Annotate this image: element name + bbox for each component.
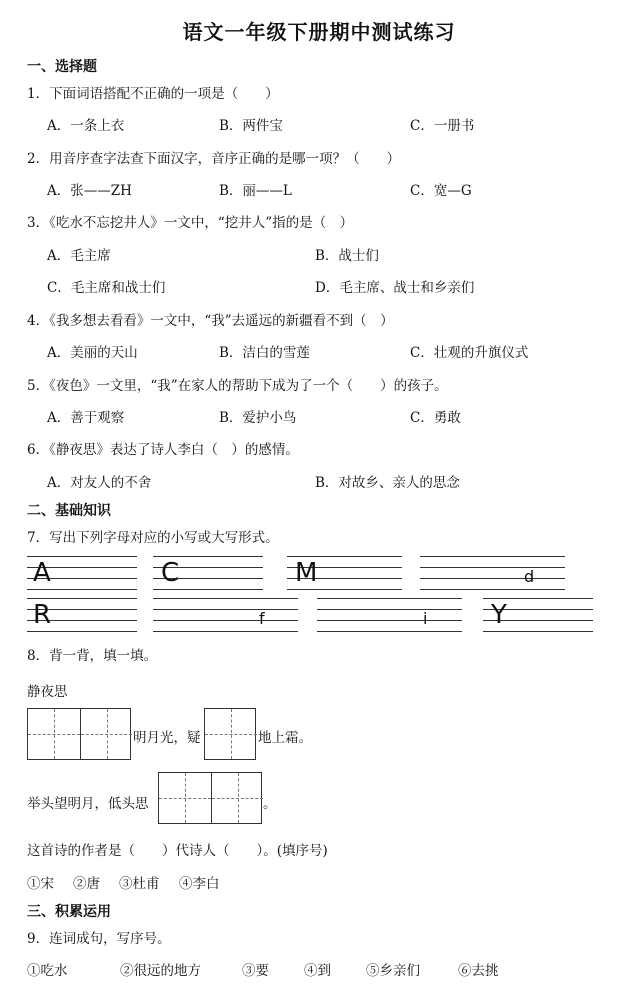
- character-grid[interactable]: [27, 708, 131, 760]
- question-1-stem: 1．下面词语搭配不正确的一项是（ ）: [27, 86, 279, 102]
- question-3-option-a[interactable]: A．毛主席: [47, 248, 111, 264]
- question-1-option-c[interactable]: C．一册书: [410, 118, 475, 134]
- letter-i: i: [423, 609, 428, 628]
- poem-author-question: 这首诗的作者是（ ）代诗人（ ）。(填序号): [27, 843, 328, 859]
- question-4-stem: 4．《我多想去看看》一文中，“我”去遥远的新疆看不到（ ）: [27, 313, 394, 329]
- author-option[interactable]: ②唐: [73, 876, 100, 892]
- letter-writing-lines[interactable]: [287, 556, 402, 590]
- author-option[interactable]: ④李白: [179, 876, 220, 892]
- letter-Y: Y: [491, 600, 507, 630]
- letter-A: A: [33, 558, 51, 588]
- poem-title: 静夜思: [27, 684, 68, 700]
- letter-M: M: [295, 558, 318, 588]
- question-5-option-c[interactable]: C．勇敢: [410, 410, 461, 426]
- question-3-option-d[interactable]: D．毛主席、战士和乡亲们: [315, 280, 475, 296]
- section-heading-choice: 一、选择题: [27, 59, 97, 75]
- question-3-stem: 3．《吃水不忘挖井人》一文中，“挖井人”指的是（ ）: [27, 215, 354, 231]
- page-title: 语文一年级下册期中测试练习: [182, 20, 456, 44]
- word-card[interactable]: ⑥去挑: [458, 963, 499, 979]
- question-5-option-a[interactable]: A．善于观察: [47, 410, 125, 426]
- poem-line-2-end: 。: [263, 796, 277, 812]
- question-6-option-a[interactable]: A．对友人的不舍: [47, 475, 152, 491]
- question-2-option-a[interactable]: A．张——ZH: [47, 183, 132, 199]
- word-card[interactable]: ②很远的地方: [120, 963, 201, 979]
- question-8-stem: 8．背一背，填一填。: [27, 648, 158, 664]
- question-6-stem: 6．《静夜思》表达了诗人李白（ ）的感情。: [27, 442, 299, 458]
- question-5-stem: 5．《夜色》一文里，“我”在家人的帮助下成为了一个（ ）的孩子。: [27, 378, 448, 394]
- question-2-stem: 2．用音序查字法查下面汉字，音序正确的是哪一项？（ ）: [27, 151, 401, 167]
- question-3-option-c[interactable]: C．毛主席和战士们: [47, 280, 166, 296]
- question-7-stem: 7．写出下列字母对应的小写或大写形式。: [27, 530, 279, 546]
- question-1-option-a[interactable]: A．一条上衣: [47, 118, 125, 134]
- character-grid[interactable]: [158, 772, 262, 824]
- word-card[interactable]: ③要: [242, 963, 269, 979]
- letter-R: R: [33, 600, 52, 630]
- poem-line-1-text: 明月光，疑: [133, 730, 201, 746]
- section-heading-application: 三、积累运用: [27, 904, 111, 920]
- section-heading-basics: 二、基础知识: [27, 503, 111, 519]
- question-4-option-c[interactable]: C．壮观的升旗仪式: [410, 345, 529, 361]
- letter-C: C: [161, 558, 180, 588]
- letter-f: f: [259, 609, 265, 628]
- question-9-stem: 9．连词成句，写序号。: [27, 931, 171, 947]
- author-option[interactable]: ①宋: [27, 876, 54, 892]
- character-grid[interactable]: [204, 708, 256, 760]
- poem-line-1-end: 地上霜。: [258, 730, 312, 746]
- letter-writing-lines[interactable]: [153, 598, 298, 632]
- letter-writing-lines[interactable]: [420, 556, 565, 590]
- question-4-option-a[interactable]: A．美丽的天山: [47, 345, 138, 361]
- letter-writing-lines[interactable]: [27, 598, 137, 632]
- question-1-option-b[interactable]: B．两件宝: [219, 118, 283, 134]
- letter-writing-lines[interactable]: [27, 556, 137, 590]
- word-card[interactable]: ①吃水: [27, 963, 68, 979]
- question-5-option-b[interactable]: B．爱护小鸟: [219, 410, 297, 426]
- letter-d: d: [524, 567, 535, 586]
- letter-writing-lines[interactable]: [483, 598, 593, 632]
- poem-line-2-text: 举头望明月，低头思: [27, 796, 149, 812]
- question-2-option-c[interactable]: C．宽—G: [410, 183, 472, 199]
- question-3-option-b[interactable]: B．战士们: [315, 248, 379, 264]
- question-4-option-b[interactable]: B．洁白的雪莲: [219, 345, 310, 361]
- question-2-option-b[interactable]: B．丽——L: [219, 183, 292, 199]
- author-option[interactable]: ③杜甫: [119, 876, 160, 892]
- letter-writing-lines[interactable]: [317, 598, 462, 632]
- word-card[interactable]: ⑤乡亲们: [366, 963, 420, 979]
- word-card[interactable]: ④到: [304, 963, 331, 979]
- question-6-option-b[interactable]: B．对故乡、亲人的思念: [315, 475, 460, 491]
- letter-writing-lines[interactable]: [153, 556, 263, 590]
